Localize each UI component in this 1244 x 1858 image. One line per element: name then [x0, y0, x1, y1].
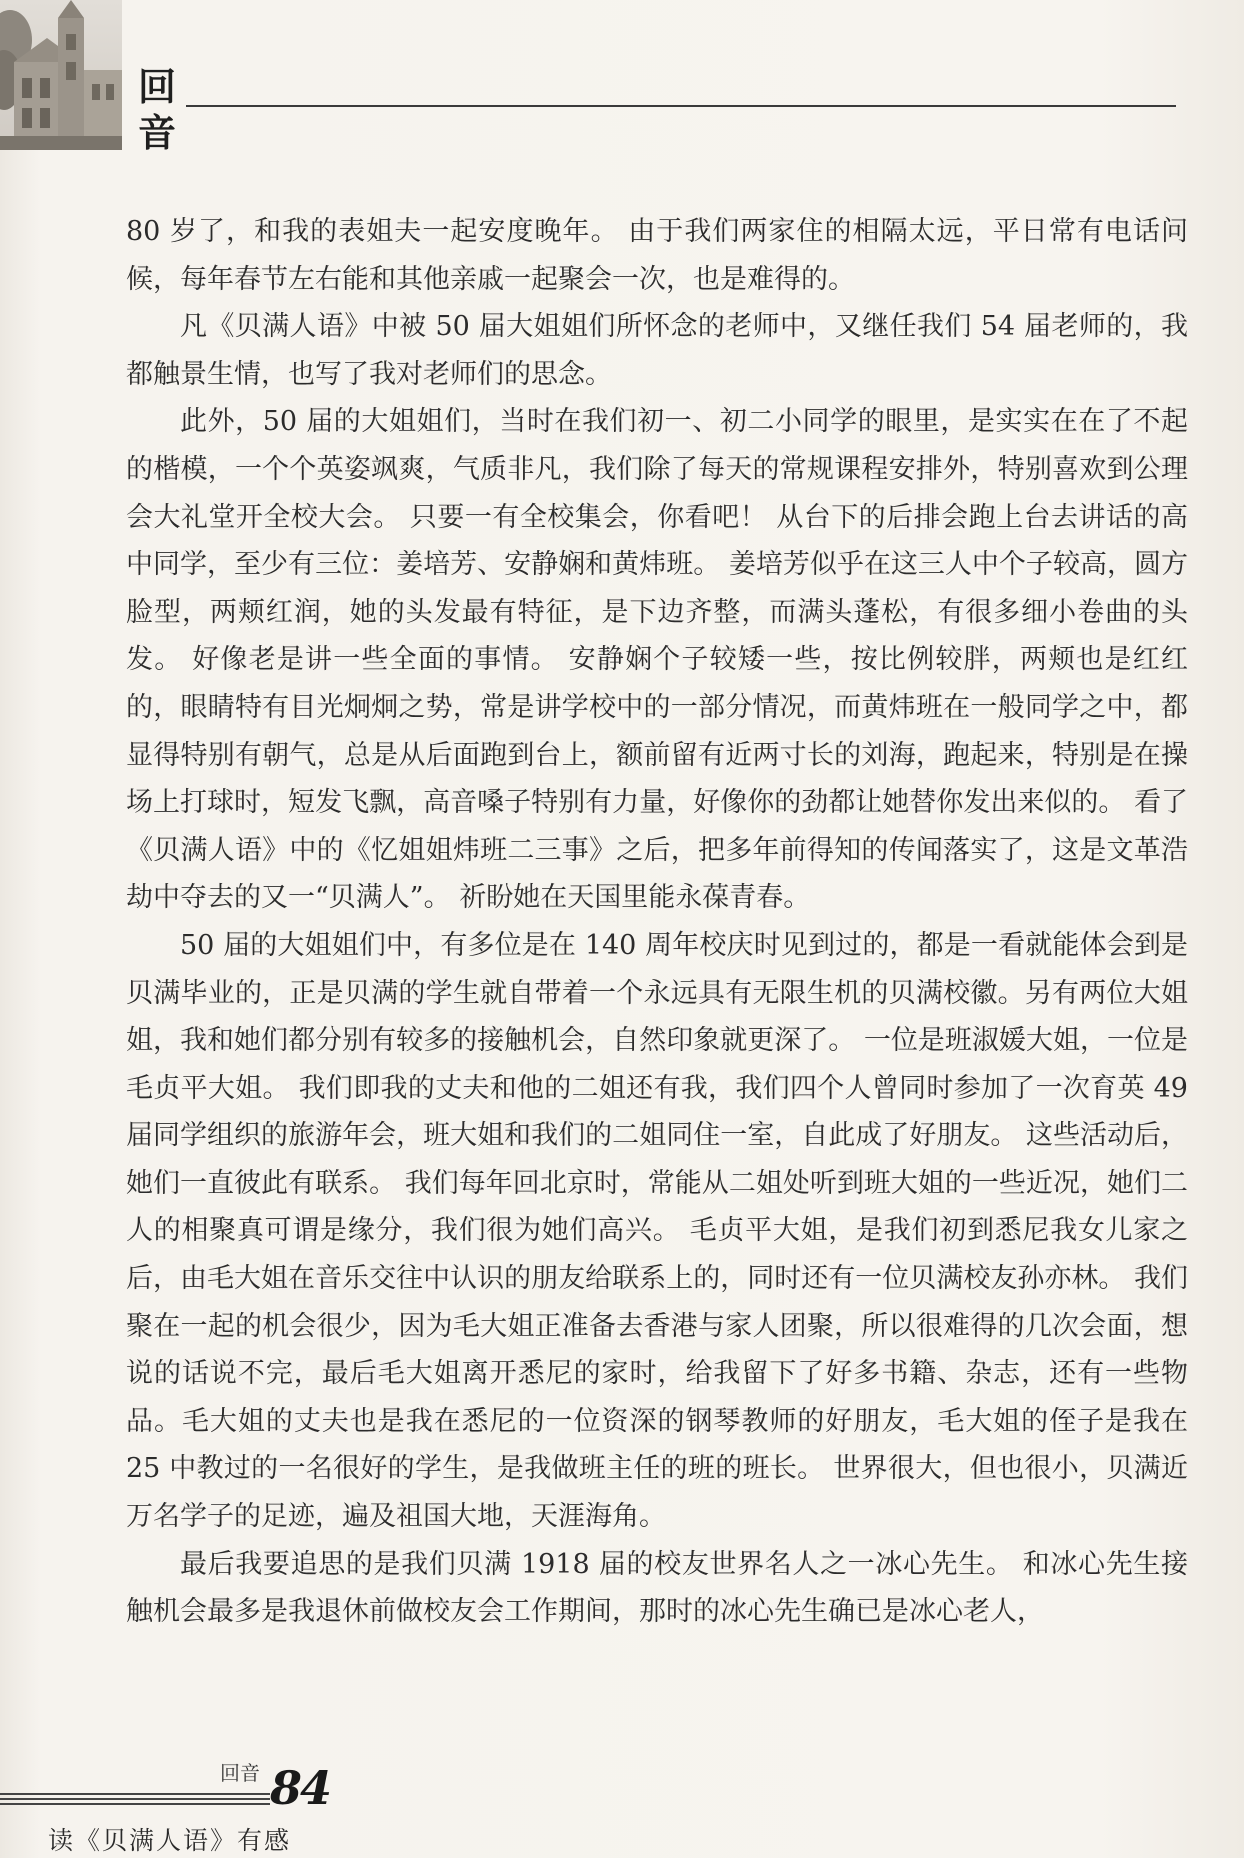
- footer-section-label: 回音: [220, 1761, 260, 1785]
- section-title-char-1: 回: [138, 65, 177, 109]
- church-photo-icon: [0, 0, 122, 150]
- page-number: 84: [270, 1761, 331, 1815]
- section-title-char-2: 音: [138, 111, 177, 155]
- header-divider: [186, 105, 1176, 107]
- paragraph-2: 凡《贝满人语》中被 50 届大姐姐们所怀念的老师中，又继任我们 54 届老师的，我都触景生情，也写了我对老师们的思念。: [126, 311, 1188, 390]
- footer-caption: 读《贝满人语》有感: [48, 1826, 292, 1855]
- article-body: [126, 208, 1188, 1636]
- paragraph-5: 最后我要追思的是我们贝满 1918 届的校友世界名人之一冰心先生。 和冰心先生接触机会最多是我退休前做校友会工作期间，那时的冰心先生确已是冰心老人，: [126, 1548, 1188, 1628]
- footer-rules: [0, 1793, 272, 1809]
- paragraph-1: 80 岁了，和我的表姐夫一起安度晚年。 由于我们两家住的相隔太远，平日常有电话问候，每年春节左右能和其他亲戚一起聚会一次，也是难得的。: [126, 216, 1188, 295]
- paragraph-3: 此外，50 届的大姐姐们，当时在我们初一、初二小同学的眼里，是实实在在了不起的楷模，一个个英姿飒爽，气质非凡，我们除了每天的常规课程安排外，特别喜欢到公理会大礼堂开全校大会。 只要一有全校集会，你看吧！ 从台下的后排会跑上台去讲话的高中同学，至少有三位：姜培芳、安静娴和黄炜班。 姜培芳似乎在这三人中个子较高，圆方脸型，两颊红润，她的头发最有特征，是下边齐整，而满头蓬松，有很多细小卷曲的头发。 好像老是讲一些全面的事情。 安静娴个子较矮一些，按比例较胖，两颊也是红红的，眼睛特有目光炯炯之势，常是讲学校中的一部分情况，而黄炜班在一般同学之中，都显得特别有朝气，总是从后面跑到台上，额前留有近两寸长的刘海，跑起来，特别是在操场上打球时，短发飞飘，高音嗓子特别有力量，好像你的劲都让她替你发出来似的。 看了《贝满人语》中的《忆姐姐炜班二三事》之后，把多年前得知的传闻落实了，这是文革浩劫中夺去的又一“贝满人”。 祈盼她在天国里能永葆青春。: [126, 406, 1188, 914]
- section-title: [138, 64, 178, 156]
- page-footer: [0, 1745, 1244, 1858]
- paragraph-4: 50 届的大姐姐们中，有多位是在 140 周年校庆时见到过的，都是一看就能体会到是贝满毕业的，正是贝满的学生就自带着一个永远具有无限生机的贝满校徽。另有两位大姐姐，我和她们都分别有较多的接触机会，自然印象就更深了。 一位是班淑媛大姐，一位是毛贞平大姐。 我们即我的丈夫和他的二姐还有我，我们四个人曾同时参加了一次育英 49 届同学组织的旅游年会，班大姐和我们的二姐同住一室，自此成了好朋友。 这些活动后，她们一直彼此有联系。 我们每年回北京时，常能从二姐处听到班大姐的一些近况，她们二人的相聚真可谓是缘分，我们很为她们高兴。 毛贞平大姐，是我们初到悉尼我女儿家之后，由毛大姐在音乐交往中认识的朋友给联系上的，同时还有一位贝满校友孙亦林。 我们聚在一起的机会很少，因为毛大姐正准备去香港与家人团聚，所以很难得的几次会面，想说的话说不完，最后毛大姐离开悉尼的家时，给我留下了好多书籍、杂志，还有一些物品。毛大姐的丈夫也是我在悉尼的一位资深的钢琴教师的好朋友，毛大姐的侄子是我在 25 中教过的一名很好的学生，是我做班主任的班的班长。 世界很大，但也很小，贝满近万名学子的足迹，遍及祖国大地，天涯海角。: [126, 929, 1188, 1533]
